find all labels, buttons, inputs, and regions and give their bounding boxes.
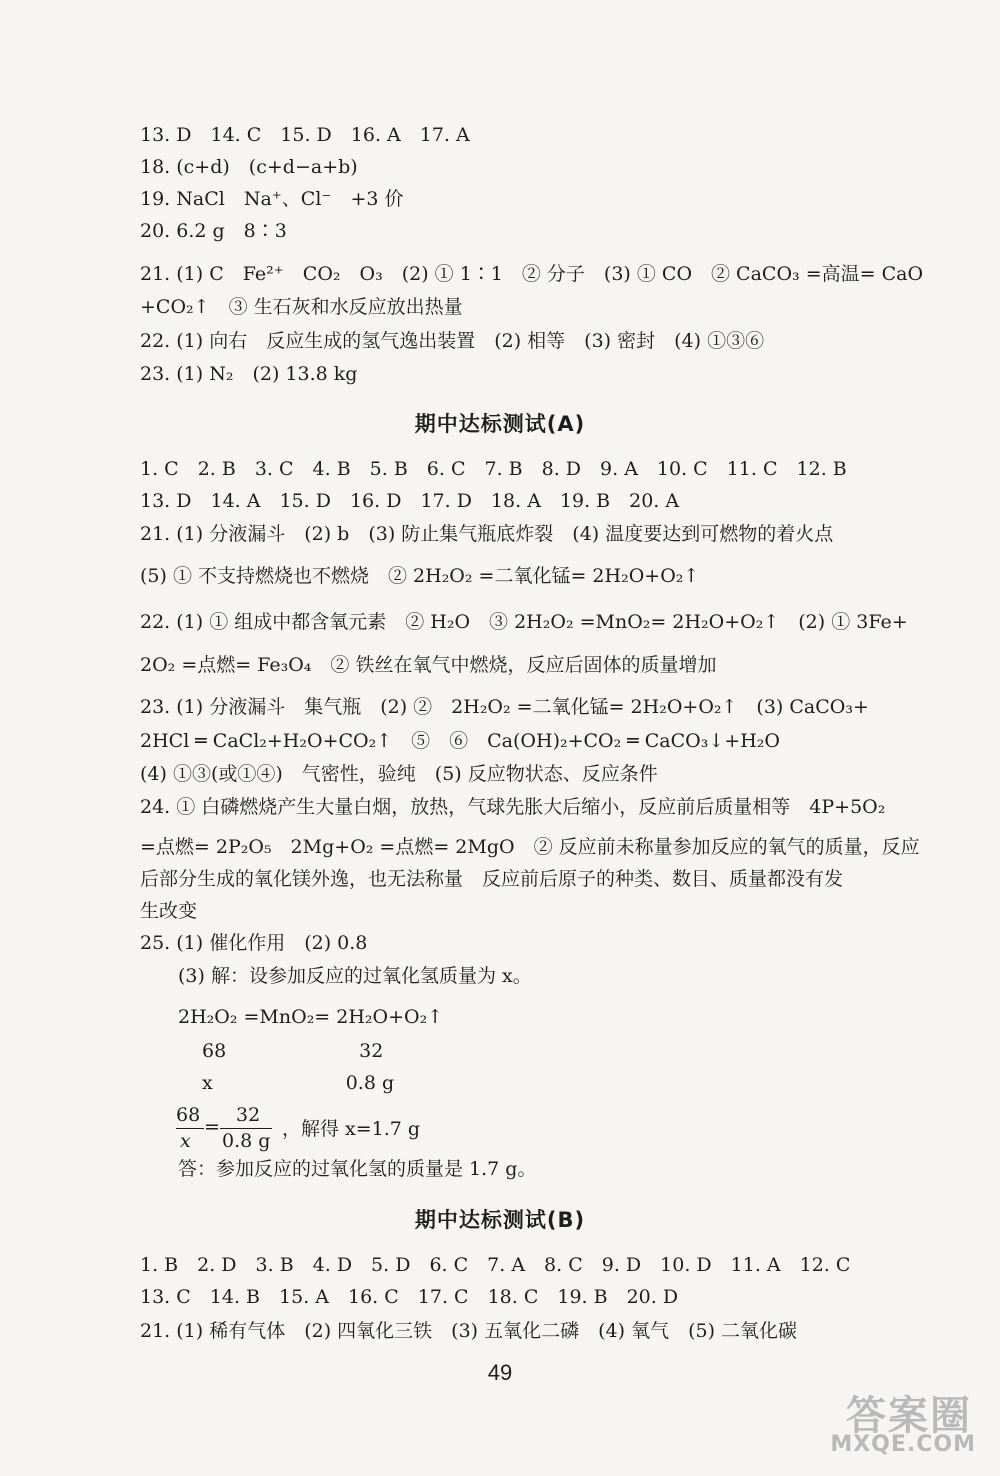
section-title-a: 期中达标测试(A) <box>414 412 586 436</box>
equation-line: 2H₂O₂ =MnO₂= 2H₂O+O₂↑ <box>178 1006 444 1028</box>
answer-line: 13. C 14. B 15. A 16. C 17. C 18. C 19. B 20. D <box>140 1286 679 1308</box>
watermark-url: MXQE.COM <box>830 1432 976 1457</box>
fraction-result: ，解得 x=1.7 g <box>282 1118 421 1140</box>
fraction-num-left: 68 <box>176 1104 201 1126</box>
answer-line: 21. (1) C Fe²⁺ CO₂ O₃ (2) ① 1∶1 ② 分子 (3) ① CO ② CaCO₃ =高温= CaO <box>140 263 924 285</box>
answer-line: 25. (1) 催化作用 (2) 0.8 <box>140 932 368 954</box>
page-number: 49 <box>487 1360 513 1385</box>
answer-line: 13. D 14. C 15. D 16. A 17. A <box>140 124 470 146</box>
unknown-line: x 0.8 g <box>202 1072 395 1094</box>
answer-line: (5) ① 不支持燃烧也不燃烧 ② 2H₂O₂ =二氧化锰= 2H₂O+O₂↑ <box>140 565 700 587</box>
answer-line: =点燃= 2P₂O₅ 2Mg+O₂ =点燃= 2MgO ② 反应前未称量参加反应的氧气的质量，反应 <box>140 836 920 858</box>
answer-line: 21. (1) 稀有气体 (2) 四氧化三铁 (3) 五氧化二磷 (4) 氧气 (5) 二氧化碳 <box>140 1320 798 1342</box>
watermark-text: 答案圈 <box>846 1393 972 1439</box>
answer-line: 1. B 2. D 3. B 4. D 5. D 6. C 7. A 8. C 9. D 10. D 11. A 12. C <box>140 1254 851 1276</box>
answer-line: 2O₂ =点燃= Fe₃O₄ ② 铁丝在氧气中燃烧，反应后固体的质量增加 <box>140 654 717 676</box>
answer-line: 生改变 <box>140 900 198 922</box>
answer-line: 24. ① 白磷燃烧产生大量白烟，放热，气球先胀大后缩小，反应前后质量相等 4P+5O₂ <box>140 796 886 818</box>
answer-line: 23. (1) 分液漏斗 集气瓶 (2) ② 2H₂O₂ =二氧化锰= 2H₂O+O₂↑ (3) CaCO₃+ <box>140 696 869 718</box>
fraction-bar <box>220 1128 272 1129</box>
fraction-den-right: 0.8 g <box>222 1130 271 1152</box>
answer-line: 20. 6.2 g 8∶3 <box>140 220 287 242</box>
final-answer: 答：参加反应的过氧化氢的质量是 1.7 g。 <box>178 1158 537 1180</box>
answer-line: 2HCl ═ CaCl₂+H₂O+CO₂↑ ⑤ ⑥ Ca(OH)₂+CO₂ ═ CaCO₃↓+H₂O <box>140 730 780 752</box>
answer-line: 22. (1) ① 组成中都含氧元素 ② H₂O ③ 2H₂O₂ =MnO₂= 2H₂O+O₂↑ (2) ① 3Fe+ <box>140 611 908 633</box>
fraction-bar <box>176 1128 204 1129</box>
section-title-b: 期中达标测试(B) <box>414 1208 586 1232</box>
fraction-num-right: 32 <box>236 1104 261 1126</box>
answer-line: 22. (1) 向右 反应生成的氢气逸出装置 (2) 相等 (3) 密封 (4) ①③⑥ <box>140 330 765 352</box>
answer-line: 18. (c+d) (c+d−a+b) <box>140 156 358 178</box>
answer-line: 1. C 2. B 3. C 4. B 5. B 6. C 7. B 8. D 9. A 10. C 11. C 12. B <box>140 458 847 480</box>
watermark-logo <box>772 1384 982 1464</box>
mass-ratio-line: 68 32 <box>202 1040 384 1062</box>
answer-line: 后部分生成的氧化镁外逸，也无法称量 反应前后原子的种类、数目、质量都没有发 <box>140 868 844 890</box>
answer-line: 13. D 14. A 15. D 16. D 17. D 18. A 19. B 20. A <box>140 490 680 512</box>
fraction-den-left: x <box>180 1130 191 1152</box>
answer-line: 19. NaCl Na⁺、Cl⁻ +3 价 <box>140 188 404 210</box>
equals-sign: = <box>204 1116 220 1138</box>
answer-line: (3) 解：设参加反应的过氧化氢质量为 x。 <box>178 965 532 987</box>
answer-line: 21. (1) 分液漏斗 (2) b (3) 防止集气瓶底炸裂 (4) 温度要达到可燃物的着火点 <box>140 523 834 545</box>
answer-line: 23. (1) N₂ (2) 13.8 kg <box>140 363 358 385</box>
answer-line: (4) ①③(或①④) 气密性，验纯 (5) 反应物状态、反应条件 <box>140 763 658 785</box>
proportion-fraction <box>176 1104 286 1152</box>
answer-line: +CO₂↑ ③ 生石灰和水反应放出热量 <box>140 296 463 318</box>
